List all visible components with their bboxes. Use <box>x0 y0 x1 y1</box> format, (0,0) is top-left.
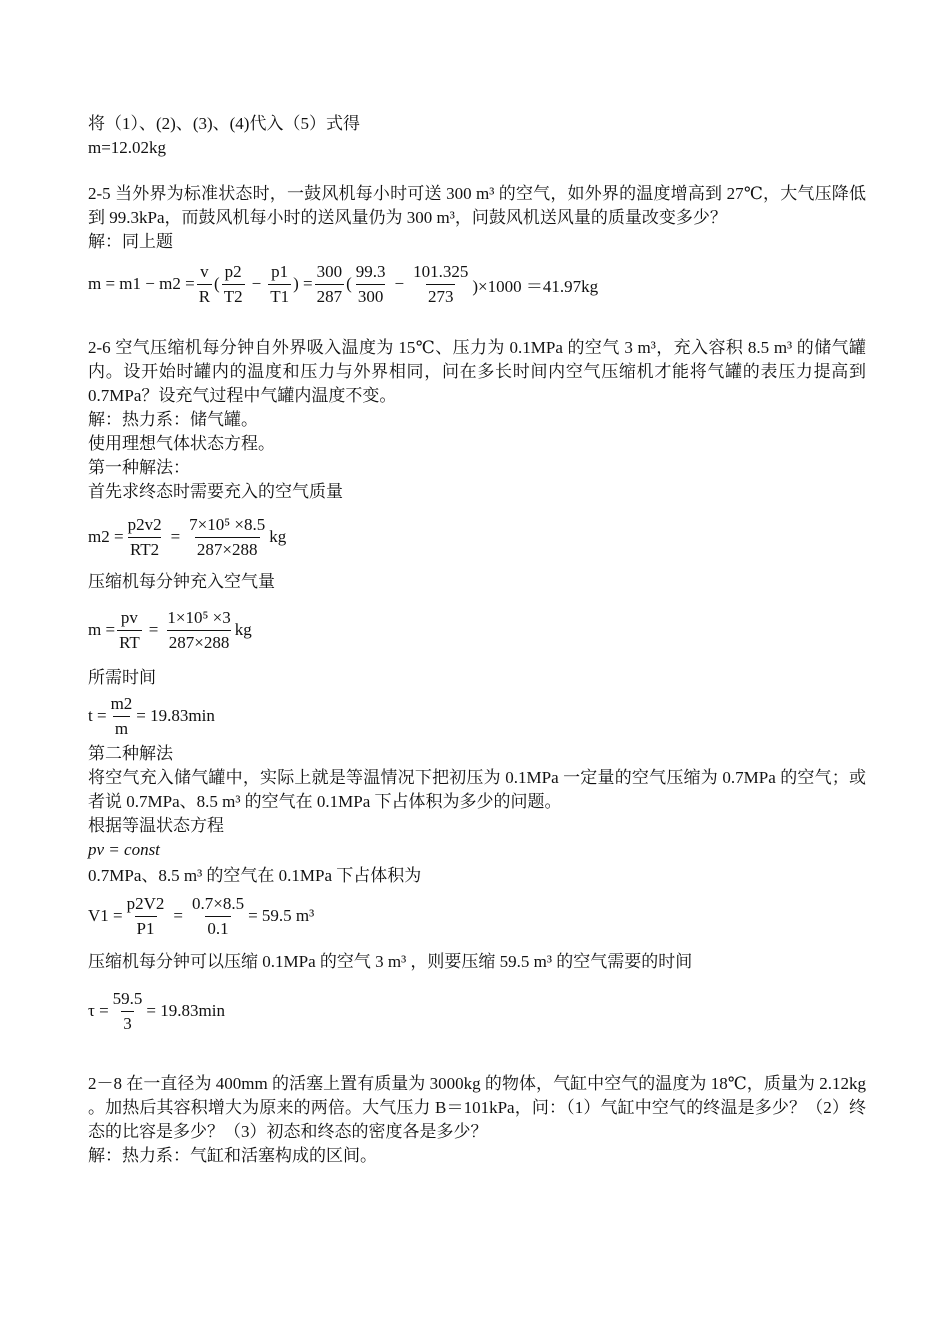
fraction: $\frac{\text{1×10⁵ ×3}}{287\times 288}$ <box>167 607 231 652</box>
text-line: 第二种解法 <box>88 744 173 763</box>
text-line: 0.7MPa、8.5 m³ 的空气在 0.1MPa 下占体积为 <box>88 866 422 885</box>
fraction: $\frac{pv}{RT}$ <box>119 607 140 652</box>
text-line: 根据等温状态方程 <box>88 816 224 835</box>
text-line: 压缩机每分钟可以压缩 0.1MPa 的空气 3 m³ ，则要压缩 59.5 m³ 的空气需要的时间 <box>88 952 693 971</box>
fraction: $\frac{\text{7×10⁵ ×8.5}}{287\times 288}$ <box>189 514 266 559</box>
fraction: $\frac{p2v2}{RT2}$ <box>127 514 162 559</box>
solution-label: 解：同上题 <box>88 232 173 251</box>
document-page <box>88 112 866 1168</box>
equation-tau: τ = $\frac{59.5}{3}$ = 19.83min <box>88 988 225 1033</box>
paragraph: 将空气充入储气罐中，实际上就是等温情况下把初压为 0.1MPa 一定量的空气压缩为 0.7MPa 的空气；或者说 0.7MPa、8.5 m³ 的空气在 0.1MPa 下占体积为多少的问题。 <box>88 768 866 811</box>
text-line: 首先求终态时需要充入的空气质量 <box>88 482 343 501</box>
fraction: $\frac{101.325}{273}$ <box>413 261 469 306</box>
eq-tail: )×1000 ＝41.97kg <box>472 276 599 296</box>
fraction: $\frac{300}{287}$ <box>316 261 343 306</box>
problem-2-8: 2－8 在一直径为 400mm 的活塞上置有质量为 3000kg 的物体，气缸中空气的温度为 18℃，质量为 2.12kg 。加热后其容积增大为原来的两倍。大气压力 B＝101kPa，问：（1）气缸中空气的终温是多少？（2）终态的比容是多少？（3）初态和终态的密度各是多少？ <box>88 1074 866 1141</box>
problem-2-5: 2-5 当外界为标准状态时，一鼓风机每小时可送 300 m³ 的空气，如外界的温度增高到 27℃，大气压降低到 99.3kPa，而鼓风机每小时的送风量仍为 300 m³，问鼓风机送风量的质量改变多少？ <box>88 184 866 227</box>
fraction: $\frac{99.3}{300}$ <box>355 261 386 306</box>
result-line: m=12.02kg <box>88 138 167 157</box>
text-line: 第一种解法： <box>88 458 190 477</box>
text-line: 压缩机每分钟充入空气量 <box>88 572 275 591</box>
eq-lhs: m = m1 − m2 = <box>88 274 195 293</box>
equation-m: m = $\frac{pv}{RT}$ = $\frac{\text{1×10⁵ ×3}}{287\times 288}$ kg <box>88 607 252 652</box>
equation-v1: V1 = $\frac{p2V2}{P1}$ = $\frac{0.7\times 8.5}{0.1}$ = 59.5 m³ <box>88 893 315 938</box>
problem-2-6: 2-6 空气压缩机每分钟自外界吸入温度为 15℃、压力为 0.1MPa 的空气 3 m³，充入容积 8.5 m³ 的储气罐内。设开始时罐内的温度和压力与外界相同，问在多长时间内空气压缩机才能将气罐的表压力提高到 0.7MPa？设充气过程中气罐内温度不变。 <box>88 338 866 405</box>
equation-time: t = $\frac{m2}{m}$ = 19.83min <box>88 693 215 738</box>
fraction: $\frac{v}{R}$ <box>198 261 211 306</box>
fraction: $\frac{p2V2}{P1}$ <box>126 893 165 938</box>
text-line: 解：热力系：气缸和活塞构成的区间。 <box>88 1146 377 1165</box>
fraction: $\frac{0.7\times 8.5}{0.1}$ <box>192 893 245 938</box>
fraction: $\frac{59.5}{3}$ <box>112 988 143 1033</box>
text-line: 使用理想气体状态方程。 <box>88 434 275 453</box>
equation-m2: m2 = $\frac{p2v2}{RT2}$ = $\frac{\text{7×10⁵ ×8.5}}{287\times 288}$ kg <box>88 514 287 559</box>
fraction: $\frac{m2}{m}$ <box>110 693 133 738</box>
fraction: $\frac{p2}{T2}$ <box>223 261 243 306</box>
fraction: $\frac{p1}{T1}$ <box>270 261 290 306</box>
equation-isothermal: pv = const <box>88 840 160 859</box>
text-line: 所需时间 <box>88 668 156 687</box>
text-line: 解：热力系：储气罐。 <box>88 410 258 429</box>
text-line: 将（1）、(2)、(3)、(4)代入（5）式得 <box>88 114 360 133</box>
equation-mass-change: m = m1 − m2 = $\frac{v}{R}$ ( $\frac{p2}{T2}$ − $\frac{p1}{T1}$ ) = $\frac{300}{287}$ ( $\frac{99.3}{300}$ − $\frac{101.325}{273}$ )×1000 ＝41.97kg <box>88 261 599 306</box>
